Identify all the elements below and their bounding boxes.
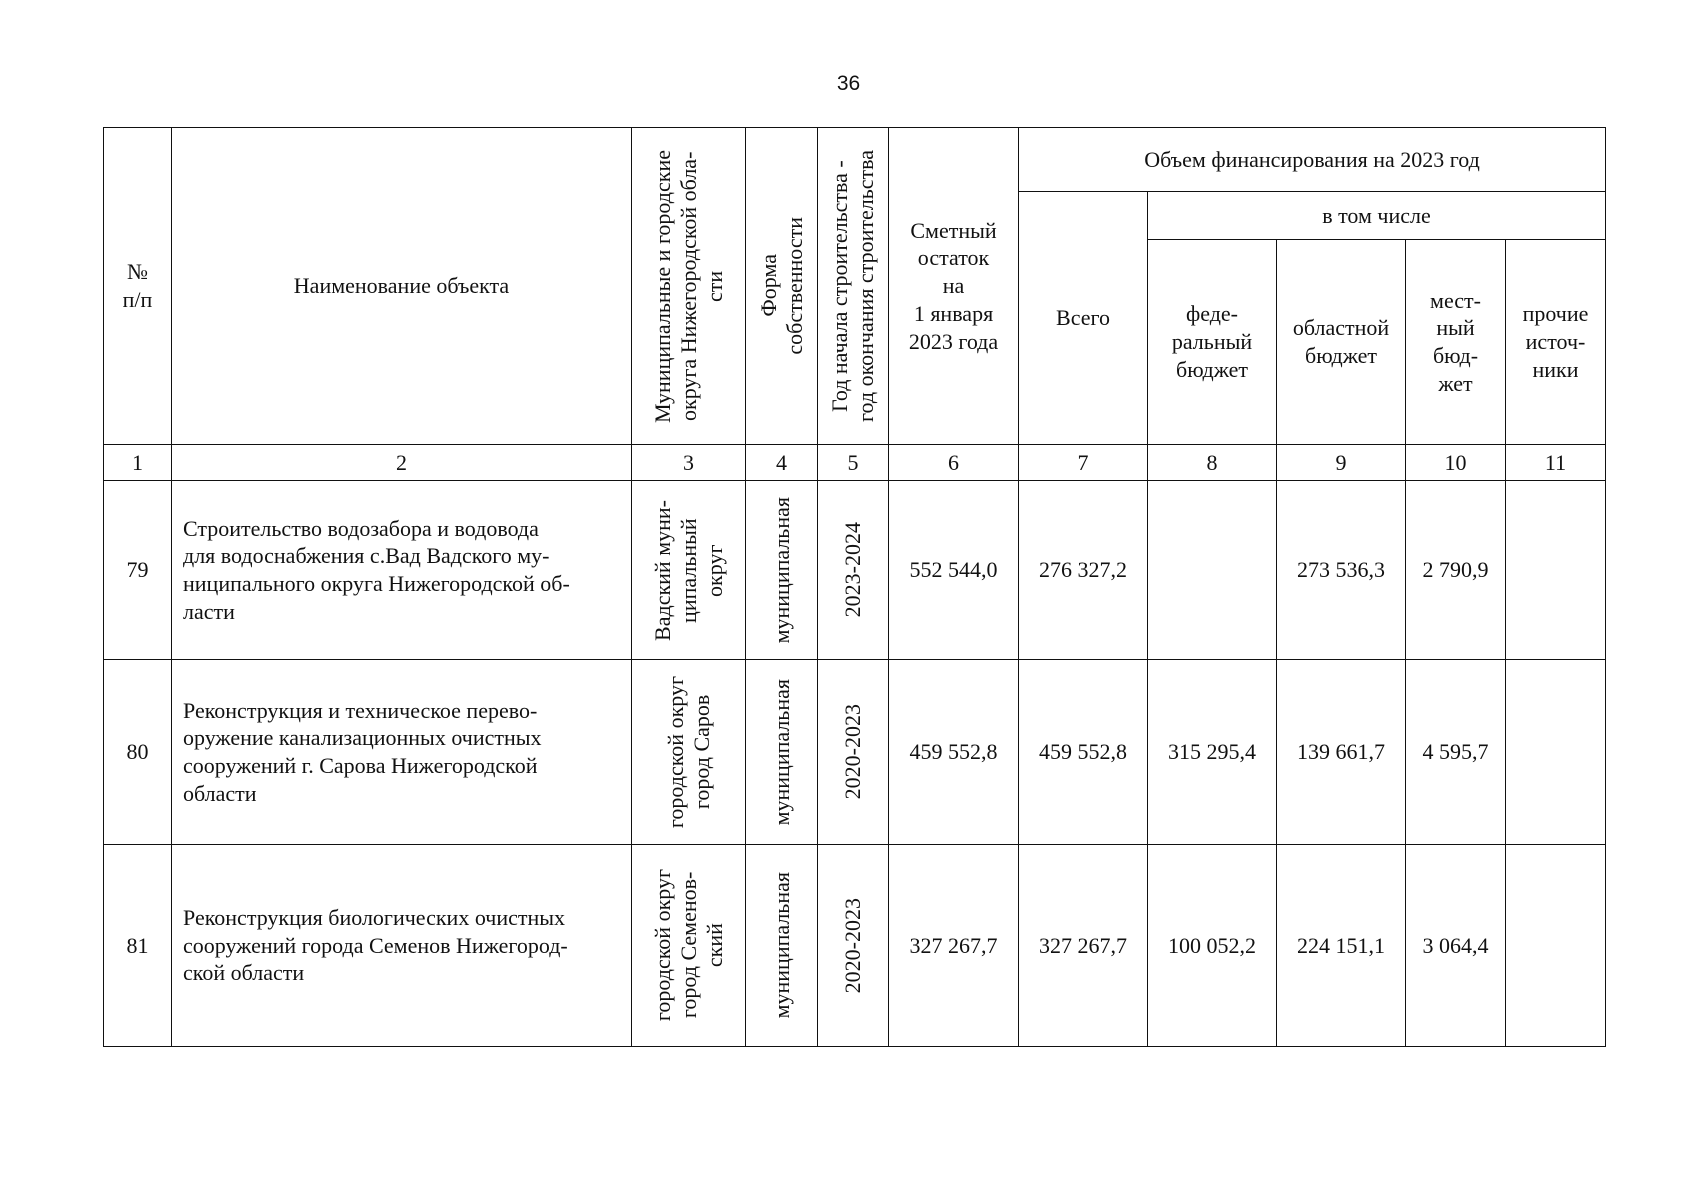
header-row-1 (104, 128, 1606, 192)
row-ownership-text: муниципальная (768, 496, 794, 644)
row-other (1506, 845, 1606, 1047)
row-balance: 459 552,8 (889, 660, 1019, 845)
header-name: Наименование объекта (172, 128, 632, 445)
row-local: 3 064,4 (1406, 845, 1506, 1047)
column-number: 7 (1019, 445, 1148, 481)
column-number: 5 (818, 445, 889, 481)
header-regional: областной бюджет (1277, 240, 1406, 445)
header-balance: Сметный остаток на 1 января 2023 года (889, 128, 1019, 445)
row-name: Реконструкция и техническое перево- оружение канализационных очистных сооружений г. Сарова Нижегородской области (172, 660, 632, 845)
column-number: 1 (104, 445, 172, 481)
column-number: 11 (1506, 445, 1606, 481)
financing-table (103, 127, 1606, 1047)
row-total: 327 267,7 (1019, 845, 1148, 1047)
column-number-row (104, 445, 1606, 481)
column-number: 8 (1148, 445, 1277, 481)
row-municipality-text: городской округ город Саров (662, 675, 714, 829)
row-ownership (746, 845, 818, 1047)
row-balance: 327 267,7 (889, 845, 1019, 1047)
row-federal: 315 295,4 (1148, 660, 1277, 845)
header-other: прочие источ- ники (1506, 240, 1606, 445)
header-including: в том числе (1148, 192, 1606, 240)
row-municipality (632, 660, 746, 845)
row-ownership (746, 660, 818, 845)
table-row (104, 660, 1606, 845)
header-federal: феде- ральный бюджет (1148, 240, 1277, 445)
row-municipality (632, 481, 746, 660)
row-years (818, 481, 889, 660)
row-no: 79 (104, 481, 172, 660)
row-federal (1148, 481, 1277, 660)
column-number: 6 (889, 445, 1019, 481)
header-local: мест- ный бюд- жет (1406, 240, 1506, 445)
row-regional: 273 536,3 (1277, 481, 1406, 660)
header-years-text: Год начала строительства - год окончания строительства (827, 150, 878, 422)
table-row (104, 845, 1606, 1047)
header-municipality (632, 128, 746, 445)
row-total: 276 327,2 (1019, 481, 1148, 660)
row-no: 81 (104, 845, 172, 1047)
header-ownership (746, 128, 818, 445)
header-funding: Объем финансирования на 2023 год (1019, 128, 1606, 192)
column-number: 2 (172, 445, 632, 481)
row-years (818, 845, 889, 1047)
row-local: 4 595,7 (1406, 660, 1506, 845)
row-ownership-text: муниципальная (768, 872, 794, 1019)
header-municipality-text: Муниципальные и городские округа Нижегородской обла- сти (649, 149, 727, 423)
row-other (1506, 660, 1606, 845)
row-years (818, 660, 889, 845)
header-total: Всего (1019, 192, 1148, 445)
row-name: Реконструкция биологических очистных сооружений города Семенов Нижегород- ской области (172, 845, 632, 1047)
row-ownership-text: муниципальная (768, 678, 794, 826)
row-years-text: 2020-2023 (840, 897, 866, 994)
row-years-text: 2023-2024 (840, 522, 866, 618)
row-balance: 552 544,0 (889, 481, 1019, 660)
column-number: 10 (1406, 445, 1506, 481)
table-row (104, 481, 1606, 660)
row-local: 2 790,9 (1406, 481, 1506, 660)
column-number: 4 (746, 445, 818, 481)
header-ownership-text: Форма собственности (755, 217, 807, 355)
row-ownership (746, 481, 818, 660)
header-no: № п/п (104, 128, 172, 445)
row-municipality (632, 845, 746, 1047)
row-name: Строительство водозабора и водовода для водоснабжения с.Вад Вадского му- ниципального округа Нижегородской об- ласти (172, 481, 632, 660)
row-years-text: 2020-2023 (840, 704, 866, 800)
row-federal: 100 052,2 (1148, 845, 1277, 1047)
row-total: 459 552,8 (1019, 660, 1148, 845)
column-number: 3 (632, 445, 746, 481)
row-regional: 139 661,7 (1277, 660, 1406, 845)
row-municipality-text: Вадский муни- ципальный округ (649, 499, 727, 641)
header-years (818, 128, 889, 445)
page-number: 36 (836, 72, 861, 95)
row-municipality-text: городской округ город Семенов- ский (649, 869, 727, 1022)
row-other (1506, 481, 1606, 660)
row-no: 80 (104, 660, 172, 845)
column-number: 9 (1277, 445, 1406, 481)
row-regional: 224 151,1 (1277, 845, 1406, 1047)
